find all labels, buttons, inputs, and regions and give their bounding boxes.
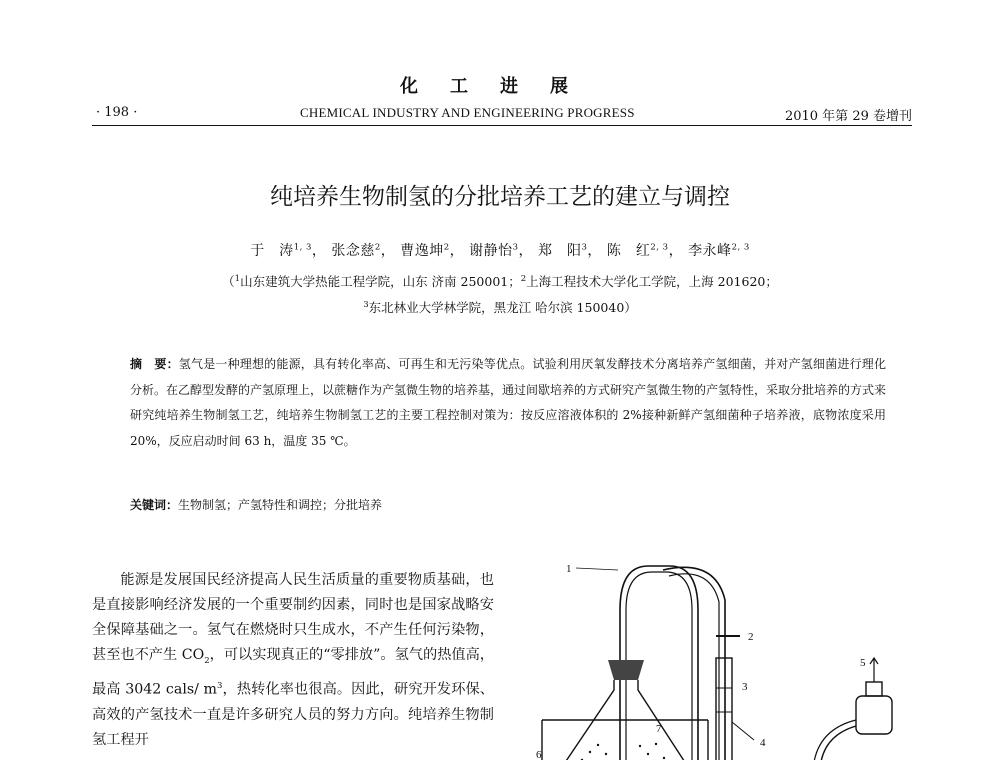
- label-4: 4: [760, 737, 766, 749]
- label-7: 7: [656, 723, 662, 735]
- page-number: · 198 ·: [96, 105, 138, 120]
- label-2: 2: [748, 631, 754, 643]
- rubber-stopper: [608, 660, 644, 680]
- header-rule: [92, 125, 912, 126]
- journal-chinese-title: 化工进展: [400, 76, 600, 97]
- keywords-text: 生物制氢；产氢特性和调控；分批培养: [178, 498, 383, 512]
- journal-english-title: CHEMICAL INDUSTRY AND ENGINEERING PROGRESS: [300, 105, 635, 120]
- apparatus-figure: [520, 540, 900, 764]
- body-text-part: 能源是发展国民经济提高人民生活质量的重要物质基础，也是直接影响经济发展的一个重要制约因素，同时也是国家战略安全保障基础之一。氢气在燃烧时只生成水，不产生任何污染物，甚至也不产生 CO: [92, 572, 494, 663]
- outlet-tube-inner: [669, 574, 719, 760]
- label-1: 1: [566, 563, 572, 575]
- keywords: [130, 496, 382, 513]
- abstract-label: 摘 要：: [130, 357, 179, 371]
- abstract-text: 氢气是一种理想的能源，具有转化率高、可再生和无污染等优点。试验利用厌氧发酵技术分离培养产氢细菌，并对产氢细菌进行理化分析。在乙醇型发酵的产氢原理上，以蔗糖作为产氢微生物的培养基，通过间歇培养的方式研究产氢微生物的产氢特性，采取分批培养的方式来研究纯培养生物制氢工艺，纯培养生物制氢工艺的主要工程控制对策为：按反应溶液体积的 2%接种新鲜产氢细菌种子培养液，底物浓度采用 20%，反应启动时间 63 h，温度 35 ℃。: [130, 357, 887, 448]
- water-bath: [542, 720, 708, 760]
- label-5: 5: [860, 657, 866, 669]
- abstract: [130, 352, 886, 454]
- body-text-part: ，热转化率也很高。因此，研究开发环保、高效的产氢技术一直是许多研究人员的努力方向。纯培养生物制氢工程开: [92, 681, 494, 748]
- affiliation-2: 上海工程技术大学化工学院，上海 201620；: [526, 274, 778, 289]
- author-sup: 2, 3: [650, 242, 669, 253]
- author: 郑 阳: [538, 243, 582, 259]
- bottle-neck: [866, 682, 882, 696]
- affiliation-1: 山东建筑大学热能工程学院，山东 济南 250001；: [240, 274, 521, 289]
- apparatus-diagram: [520, 540, 900, 760]
- affiliations-line-2: $^3$东北林业大学林学院，黑龙江 哈尔滨 150040）: [363, 299, 637, 315]
- author-sup: 3: [581, 242, 588, 253]
- author: 陈 红: [606, 243, 651, 259]
- hose: [820, 726, 856, 760]
- aff-sup: 2: [520, 273, 527, 284]
- culture-liquid: [581, 743, 665, 760]
- label-3: 3: [742, 681, 748, 693]
- label-6: 6: [536, 749, 542, 760]
- m3-superscript: 3: [217, 680, 223, 691]
- aff-sup: 1: [234, 273, 241, 284]
- keywords-label: 关键词：: [130, 498, 179, 512]
- author-list: 于 涛$^{1, 3}$， 张念慈$^2$， 曹逸坤$^2$， 谢静怡$^3$， 郑 阳$^3$， 陈 红$^{2, 3}$， 李永峰$^{2, 3}$: [250, 242, 750, 259]
- aff-sup: 3: [363, 299, 369, 310]
- article-title: 纯培养生物制氢的分批培养工艺的建立与调控: [270, 184, 730, 210]
- author: 张念慈: [331, 243, 375, 259]
- author: 于 涛: [250, 243, 294, 259]
- author-sup: 3: [512, 242, 519, 253]
- collection-bottle: [856, 696, 892, 734]
- author-sup: 1, 3: [293, 242, 312, 253]
- affiliations-line-1: （$^1$山东建筑大学热能工程学院，山东 济南 250001；$^2$上海工程技术大学化工学院，上海 201620；: [222, 273, 778, 289]
- author-sup: 2, 3: [731, 242, 750, 253]
- body-text-part: ，可以实现真正的“零排放”。氢气的热值高，最高 3042 cals/ m: [92, 647, 494, 698]
- body-paragraph: [92, 568, 494, 753]
- author: 李永峰: [688, 243, 732, 259]
- issue-info: 2010 年第 29 卷增刊: [784, 109, 912, 124]
- author-sup: 2: [374, 242, 381, 253]
- affiliation-3: 东北林业大学林学院，黑龙江 哈尔滨 150040: [368, 300, 625, 315]
- author: 曹逸坤: [400, 243, 444, 259]
- author: 谢静怡: [469, 243, 513, 259]
- co2-subscript: 2: [204, 655, 210, 666]
- author-sup: 2: [443, 242, 450, 253]
